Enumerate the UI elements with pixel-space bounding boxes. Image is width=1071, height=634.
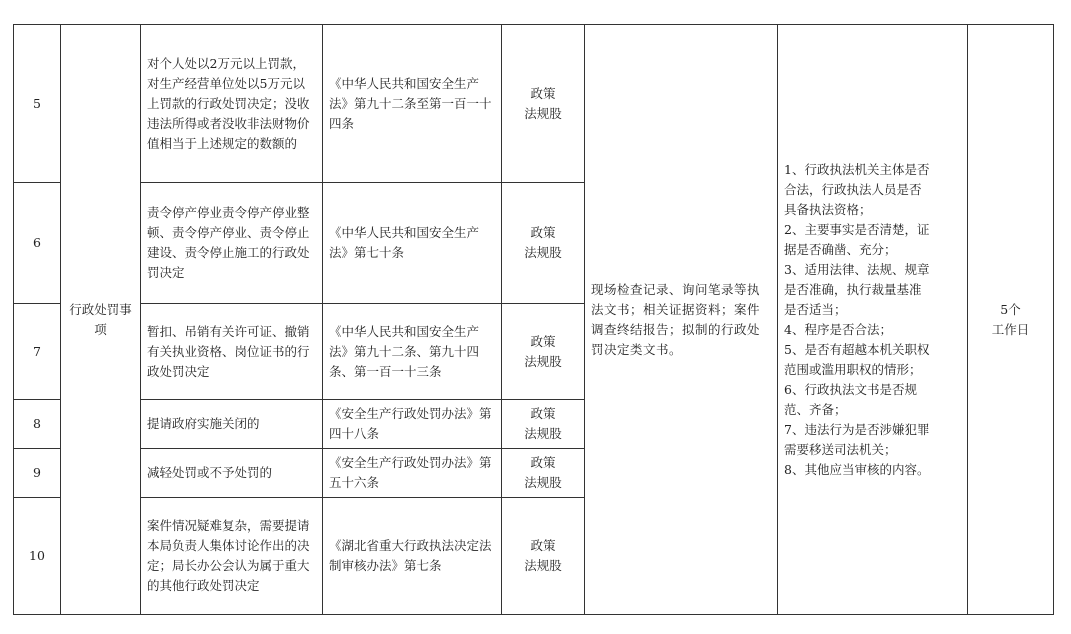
basis-cell: 《中华人民共和国安全生产法》第九十二条、第九十四条、第一百一十三条 xyxy=(323,304,502,400)
standard-line: 是否适当； xyxy=(784,301,847,317)
type-line: 政策 xyxy=(530,538,556,553)
standard-line: 据是否确凿、充分； xyxy=(784,241,897,257)
type-line: 法规股 xyxy=(524,105,562,121)
type-line: 法规股 xyxy=(524,353,562,369)
standard-line: 3、适用法律、法规、规章 xyxy=(784,261,930,277)
type-cell xyxy=(502,498,585,615)
type-cell xyxy=(502,183,585,304)
standard-line: 具备执法资格； xyxy=(784,201,872,217)
type-cell xyxy=(502,449,585,498)
basis-cell: 《湖北省重大行政执法决定法制审核办法》第七条 xyxy=(323,498,502,615)
content-cell: 案件情况疑难复杂，需要提请本局负责人集体讨论作出的决定；局长办公会认为属于重大的其他行政处罚决定 xyxy=(141,498,323,615)
type-line: 政策 xyxy=(530,406,556,421)
row-number: 7 xyxy=(14,304,61,400)
standard-line: 合法，行政执法人员是否 xyxy=(784,181,922,197)
standard-line: 是否准确，执行裁量基准 xyxy=(784,281,922,297)
standard-line: 需要移送司法机关； xyxy=(784,441,897,457)
category-cell: 行政处罚事项 xyxy=(61,25,141,615)
standard-line: 范围或滥用职权的情形； xyxy=(784,361,922,377)
standard-line: 7、违法行为是否涉嫌犯罪 xyxy=(784,421,930,437)
type-line: 法规股 xyxy=(524,558,562,573)
standard-line: 2、主要事实是否清楚，证 xyxy=(784,221,930,237)
content-cell: 暂扣、吊销有关许可证、撤销有关执业资格、岗位证书的行政处罚决定 xyxy=(141,304,323,400)
review-table xyxy=(13,24,1054,615)
time-limit-cell xyxy=(968,25,1054,615)
type-cell xyxy=(502,25,585,183)
type-line: 政策 xyxy=(530,333,556,349)
standard-line: 5、是否有超越本机关职权 xyxy=(784,341,930,357)
type-line: 法规股 xyxy=(524,475,562,490)
type-line: 政策 xyxy=(530,85,556,101)
time-limit-line: 工作日 xyxy=(991,321,1030,337)
type-cell xyxy=(502,400,585,449)
content-cell: 对个人处以2万元以上罚款，对生产经营单位处以5万元以上罚款的行政处罚决定；没收违法所得或者没收非法财物价值相当于上述规定的数额的 xyxy=(141,25,323,183)
type-line: 政策 xyxy=(530,225,556,240)
time-limit-line: 5个 xyxy=(1000,301,1021,317)
basis-cell: 《安全生产行政处罚办法》第五十六条 xyxy=(323,449,502,498)
standard-line: 6、行政执法文书是否规 xyxy=(784,381,917,397)
standards-cell xyxy=(778,25,968,615)
row-number: 6 xyxy=(14,183,61,304)
content-cell: 减轻处罚或不予处罚的 xyxy=(141,449,323,498)
row-number: 5 xyxy=(14,25,61,183)
type-line: 政策 xyxy=(530,455,556,470)
row-number: 10 xyxy=(14,498,61,615)
standard-line: 8、其他应当审核的内容。 xyxy=(784,461,930,477)
row-number: 8 xyxy=(14,400,61,449)
basis-cell: 《中华人民共和国安全生产法》第九十二条至第一百一十四条 xyxy=(323,25,502,183)
standard-line: 范、齐备； xyxy=(784,401,847,417)
basis-cell: 《安全生产行政处罚办法》第四十八条 xyxy=(323,400,502,449)
content-cell: 提请政府实施关闭的 xyxy=(141,400,323,449)
type-cell xyxy=(502,304,585,400)
basis-cell: 《中华人民共和国安全生产法》第七十条 xyxy=(323,183,502,304)
row-number: 9 xyxy=(14,449,61,498)
standard-line: 1、行政执法机关主体是否 xyxy=(784,161,930,177)
standard-line: 4、程序是否合法； xyxy=(784,321,892,337)
type-line: 法规股 xyxy=(524,245,562,260)
table-row xyxy=(14,25,1054,183)
materials-cell: 现场检查记录、询问笔录等执法文书；相关证据资料；案件调查终结报告；拟制的行政处罚决定类文书。 xyxy=(585,25,778,615)
content-cell: 责令停产停业责令停产停业整顿、责令停产停业、责令停止建设、责令停止施工的行政处罚决定 xyxy=(141,183,323,304)
type-line: 法规股 xyxy=(524,426,562,441)
